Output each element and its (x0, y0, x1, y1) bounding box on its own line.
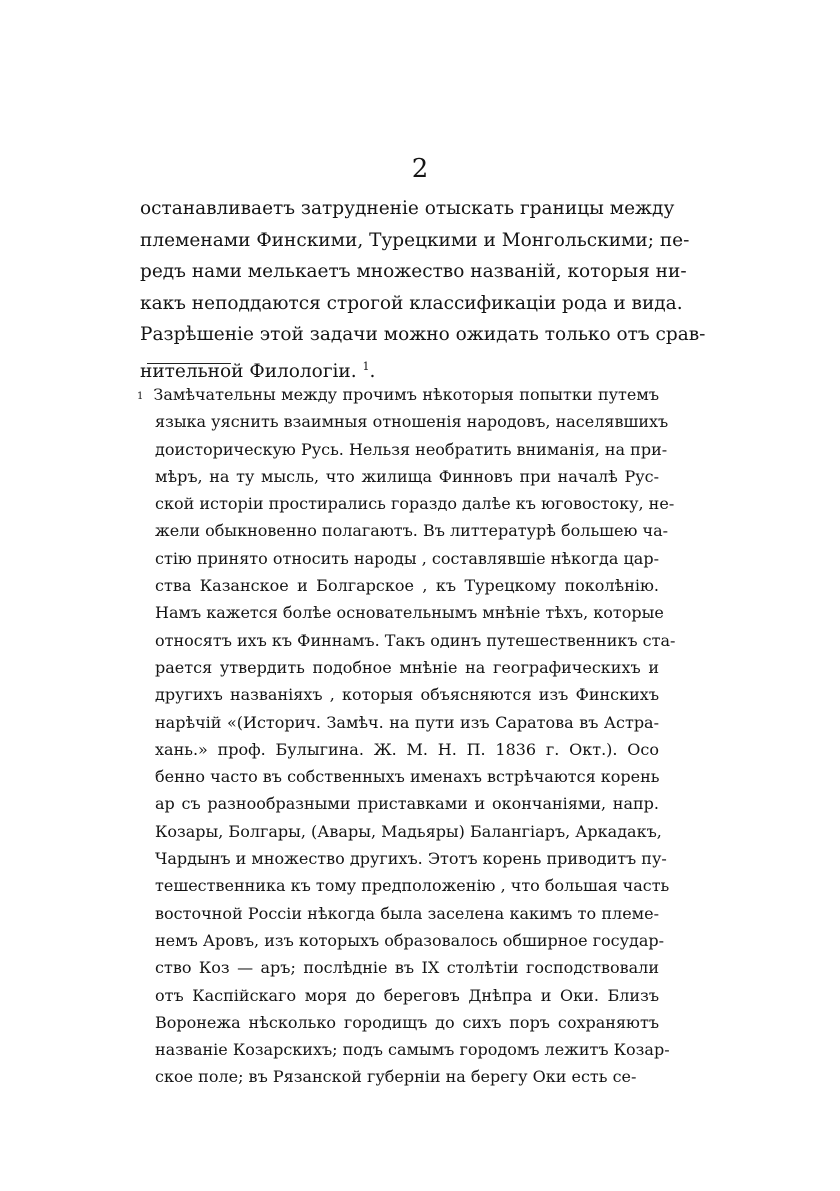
main-text-line: останавливаетъ затрудненіе отыскать границы между (140, 198, 675, 219)
footnote-line: доисторическую Русь. Нельзя необратить вниманія, на при- (155, 439, 668, 459)
footnote (137, 381, 676, 1091)
footnote-line: бенно часто въ собственныхъ именахъ встрѣчаются корень (155, 767, 660, 787)
footnote-reference: 1 (362, 359, 370, 373)
footnote-line: хань.» проф. Булыгина. Ж. М. Н. П. 1836 г. Окт.). Осо (155, 739, 659, 759)
main-text-line: редъ нами мелькаетъ множество названій, которыя ни- (140, 261, 687, 282)
footnote-line: нарѣчій «(Историч. Замѣч. на пути изъ Саратова въ Астра- (155, 712, 659, 732)
main-text-line: какъ неподдаются строгой классификаціи рода и вида. (140, 292, 683, 314)
footnote-line: стію принято относить народы , составлявшіе нѣкогда цар- (155, 548, 659, 568)
footnote-line: восточной Россіи нѣкогда была заселена какимъ то племе- (155, 903, 659, 923)
main-text-line-last: нительной Филологіи. $^1$. (140, 359, 376, 382)
footnote-line: Чардынъ и множество другихъ. Этотъ корень приводитъ пу- (155, 849, 667, 869)
footnote-line: немъ Аровъ, изъ которыхъ образовалось обширное государ- (155, 930, 665, 950)
footnote-line: мѣръ, на ту мысль, что жилища Финновъ при началѣ Рус- (155, 466, 659, 486)
footnote-separator-rule (147, 363, 231, 364)
footnote-line: ство Коз — аръ; послѣдніе въ IX столѣтіи господствовали (155, 958, 659, 978)
footnote-line: Замѣчательны между прочимъ нѣкоторыя попытки путемъ (153, 385, 659, 404)
main-text-line: племенами Финскими, Турецкими и Монгольскими; пе- (140, 229, 690, 251)
footnote-line: отъ Каспійскаго моря до береговъ Днѣпра и Оки. Близъ (155, 985, 659, 1005)
footnote-marker: 1 (137, 391, 144, 402)
footnote-line: ской исторіи простирались гораздо далѣе къ юговостоку, не- (155, 494, 675, 514)
footnote-line: другихъ названіяхъ , которыя объясняются изъ Финскихъ (155, 685, 659, 705)
footnote-line: ства Казанское и Болгарское , къ Турецкому поколѣнію. (155, 576, 659, 596)
footnote-line: жели обыкновенно полагаютъ. Въ литтературѣ большею ча- (155, 521, 669, 541)
main-text-line: Разрѣшеніе этой задачи можно ожидать только отъ срав- (140, 324, 706, 345)
footnote-line: Воронежа нѣсколько городищъ до сихъ поръ сохраняютъ (155, 1012, 659, 1032)
footnote-line: Козары, Болгары, (Авары, Мадьяры) Балангіаръ, Аркадакъ, (155, 821, 662, 841)
footnote-line: Намъ кажется болѣе основательнымъ мнѣніе тѣхъ, которые (155, 603, 664, 623)
footnote-line: языка уяснить взаимныя отношенія народовъ, населявшихъ (155, 412, 669, 432)
page-number: 2 (411, 154, 429, 184)
main-text-line: нительной Филологіи. (140, 360, 357, 382)
footnote-line: ар съ разнообразными приставками и окончаніями, напр. (155, 794, 659, 814)
main-text (140, 193, 706, 387)
footnote-line: названіе Козарскихъ; подъ самымъ городомъ лежитъ Козар- (155, 1040, 670, 1060)
footnote-line-first (137, 381, 659, 408)
footnote-line: рается утвердить подобное мнѣніе на географическихъ и (155, 657, 659, 677)
footnote-line: тешественника къ тому предположенію , что большая часть (155, 876, 670, 896)
footnote-line: относятъ ихъ къ Финнамъ. Такъ одинъ путешественникъ ста- (155, 630, 676, 650)
footnote-line: ское поле; въ Рязанской губерніи на берегу Оки есть се- (155, 1067, 637, 1087)
